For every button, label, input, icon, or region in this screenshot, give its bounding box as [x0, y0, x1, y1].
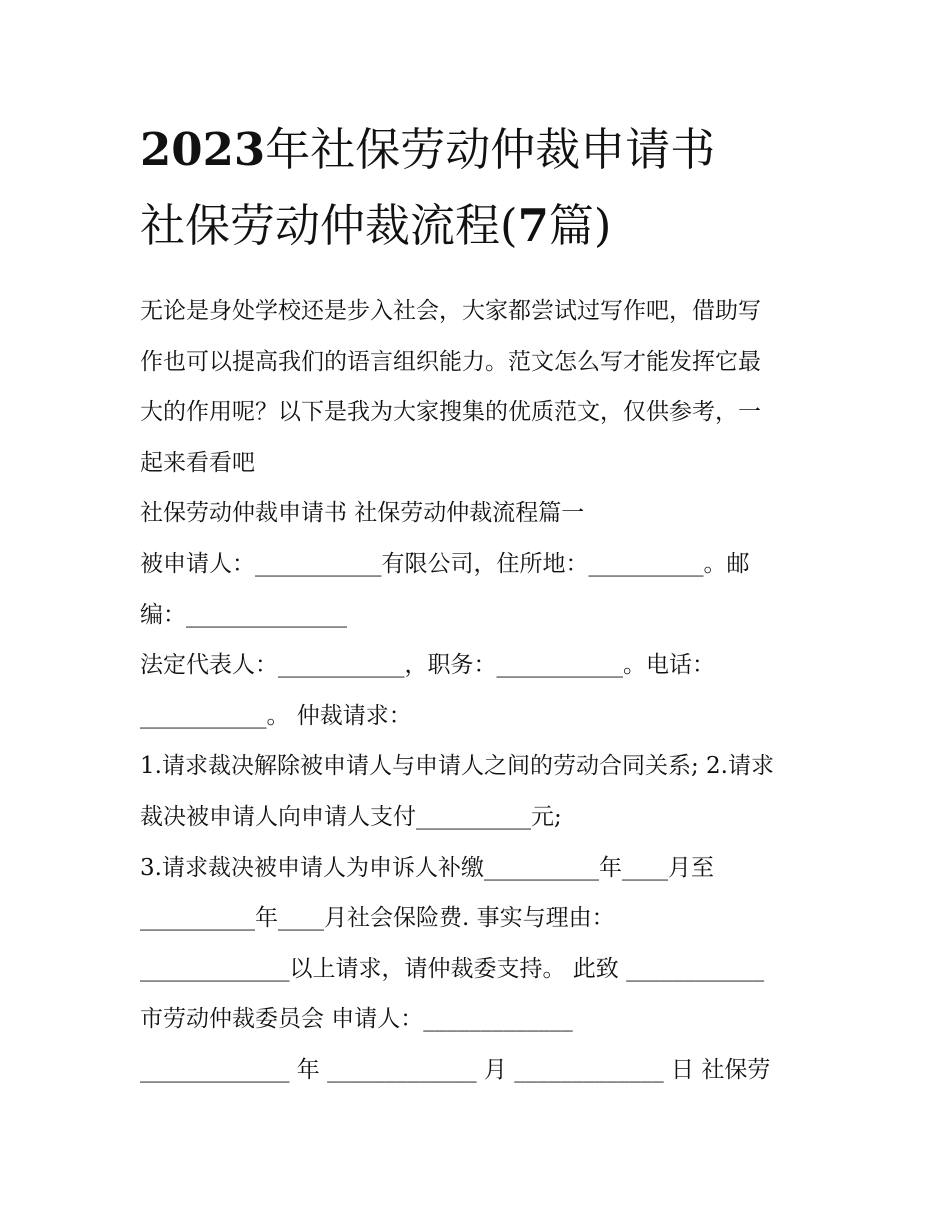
- form-line: 法定代表人：___________，职务：___________。电话：: [140, 652, 715, 679]
- title-line-2: [140, 188, 820, 264]
- application-form-text: [140, 539, 820, 1096]
- intro-line: 作也可以提高我们的语言组织能力。范文怎么写才能发挥它最: [140, 348, 761, 375]
- form-line: 市劳动仲裁委员会 申请人：_____________: [140, 1006, 573, 1033]
- document-title: [140, 112, 820, 264]
- title-line-2-end: 篇): [548, 199, 612, 252]
- title-count: 7: [517, 199, 549, 252]
- section-heading-text: 社保劳动仲裁申请书 社保劳动仲裁流程篇一: [140, 500, 585, 527]
- form-line: _____________以上请求，请仲裁委支持。 此致 ____________: [140, 955, 765, 982]
- document-body: [140, 286, 820, 1096]
- intro-line: 起来看看吧: [140, 449, 255, 476]
- form-line: 3.请求裁决被申请人为申诉人补缴__________年____月至: [140, 854, 714, 881]
- form-line: __________年____月社会保险费. 事实与理由：: [140, 905, 615, 932]
- form-line: 裁决被申请人向申请人支付__________元;: [140, 803, 562, 830]
- title-line-2-text: 社保劳动仲裁流程(: [140, 199, 518, 252]
- intro-line: 大的作用呢？以下是我为大家搜集的优质范文，仅供参考，一: [140, 399, 761, 426]
- intro-line: 无论是身处学校还是步入社会，大家都尝试过写作吧，借助写: [140, 298, 761, 324]
- document-page: [140, 112, 820, 1096]
- title-line-1: [140, 112, 820, 188]
- title-year: 2023: [140, 123, 266, 176]
- form-line: 1.请求裁决解除被申请人与申请人之间的劳动合同关系; 2.请求: [140, 753, 774, 780]
- form-line: _____________ 年 _____________ 月 _____________ 日 社保劳: [140, 1056, 771, 1083]
- title-line-1-text: 年社保劳动仲裁申请书: [265, 123, 716, 176]
- intro-paragraph: [140, 286, 820, 488]
- form-line: 编：______________: [140, 601, 347, 628]
- form-line: ___________。 仲裁请求：: [140, 702, 412, 729]
- section-heading: [140, 488, 820, 539]
- form-line: 被申请人：___________有限公司，住所地：__________。邮: [140, 550, 750, 577]
